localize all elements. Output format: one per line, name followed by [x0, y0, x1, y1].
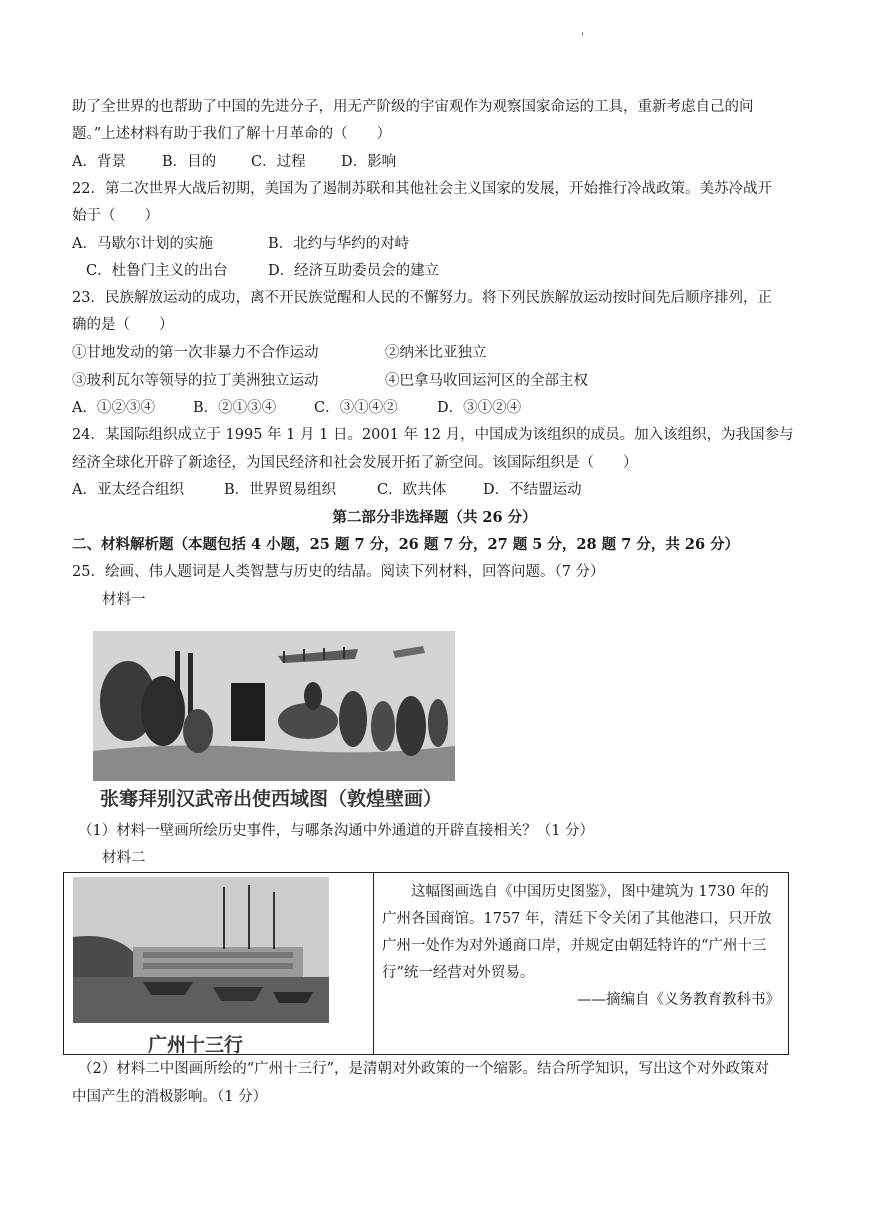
q23-item-3: ③玻利瓦尔等领导的拉丁美洲独立运动	[72, 373, 319, 389]
q24-text-line2: 经济全球化开辟了新途径，为国民经济和社会发展开拓了新空间。该国际组织是（ ）	[72, 455, 638, 471]
mural-illustration	[93, 631, 455, 781]
mural-caption: 张骞拜别汉武帝出使西域图（敦煌壁画）	[100, 788, 443, 810]
q23-text-line2: 确的是（ ）	[72, 317, 174, 333]
material2-paragraph: 这幅图画选自《中国历史图鉴》，图中建筑为 1730 年的广州各国商馆。1757 年，清廷下令关闭了其他港口，只开放广州一处作为对外通商口岸，并规定由朝廷特许的“广州十三行”统一经营对外贸易。	[382, 884, 772, 981]
mural-image	[93, 631, 455, 781]
guangzhou-caption: 广州十三行	[148, 1034, 244, 1056]
q22-option-b: B．北约与华约的对峙	[268, 236, 410, 252]
q24-option-a: A．亚太经合组织	[72, 482, 184, 498]
q23-item-4: ④巴拿马收回运河区的全部主权	[385, 373, 588, 389]
q21-text-line1: 助了全世界的也帮助了中国的先进分子，用无产阶级的宇宙观作为观察国家命运的工具，重新考虑自己的问	[72, 99, 754, 115]
guangzhou-illustration	[73, 877, 329, 1023]
q23-option-c: C．③①④②	[314, 400, 398, 416]
guangzhou-image	[73, 877, 329, 1023]
material2-table	[63, 872, 789, 1055]
q23-option-d: D．③①②④	[437, 400, 522, 416]
q22-option-d: D．经济互助委员会的建立	[268, 263, 440, 279]
q25-sub2-line2: 中国产生的消极影响。（1 分）	[72, 1089, 268, 1105]
q22-options-row1	[72, 234, 409, 254]
part2-title: 第二部分非选择题（共 26 分）	[332, 509, 537, 526]
material2-label: 材料二	[102, 850, 146, 866]
q22-text-line2: 始于（ ）	[72, 208, 159, 224]
q22-text-line1: 22．第二次世界大战后初期，美国为了遏制苏联和其他社会主义国家的发展，开始推行冷战政策。美苏冷战开	[72, 181, 772, 197]
q23-option-a: A．①②③④	[72, 400, 155, 416]
q21-option-c: C．过程	[251, 154, 306, 170]
q24-option-c: C．欧共体	[377, 482, 447, 498]
q23-options	[72, 398, 521, 418]
q24-option-b: B．世界贸易组织	[224, 482, 337, 498]
q23-items-row2	[72, 371, 588, 391]
material1-label: 材料一	[102, 592, 146, 608]
material2-text	[382, 879, 780, 1014]
q21-options	[72, 152, 396, 172]
header-mark: '	[581, 32, 584, 43]
q25-sub1: （1）材料一壁画所绘历史事件，与哪条沟通中外通道的开辟直接相关？（1 分）	[78, 823, 595, 839]
table-divider	[373, 873, 374, 1054]
q24-text-line1: 24．某国际组织成立于 1995 年 1 月 1 日。2001 年 12 月，中国成为该组织的成员。加入该组织，为我国参与	[72, 427, 794, 443]
q25-sub2-line1: （2）材料二中图画所绘的“广州十三行”，是清朝对外政策的一个缩影。结合所学知识，写出这个对外政策对	[78, 1061, 770, 1077]
q22-option-c: C．杜鲁门主义的出台	[86, 263, 228, 279]
q24-option-d: D．不结盟运动	[483, 482, 582, 498]
material2-source: ——摘编自《义务教育教科书》	[577, 992, 780, 1008]
q23-items-row1	[72, 343, 487, 363]
q21-option-a: A．背景	[72, 154, 126, 170]
section2-title: 二、材料解析题（本题包括 4 小题，25 题 7 分，26 题 7 分，27 题 5 分，28 题 7 分，共 26 分）	[72, 536, 740, 553]
q21-option-b: B．目的	[162, 154, 217, 170]
q22-options-row2	[86, 261, 439, 281]
q21-option-d: D．影响	[341, 154, 397, 170]
q23-text-line1: 23．民族解放运动的成功，离不开民族觉醒和人民的不懈努力。将下列民族解放运动按时间先后顺序排列，正	[72, 290, 772, 306]
q22-option-a: A．马歇尔计划的实施	[72, 236, 213, 252]
q24-options	[72, 480, 582, 500]
q25-intro: 25．绘画、伟人题词是人类智慧与历史的结晶。阅读下列材料，回答问题。（7 分）	[72, 564, 605, 580]
q23-item-2: ②纳米比亚独立	[385, 345, 487, 361]
q21-text-line2: 题。”上述材料有助于我们了解十月革命的（ ）	[72, 126, 392, 142]
q23-option-b: B．②①③④	[193, 400, 277, 416]
q23-item-1: ①甘地发动的第一次非暴力不合作运动	[72, 345, 319, 361]
